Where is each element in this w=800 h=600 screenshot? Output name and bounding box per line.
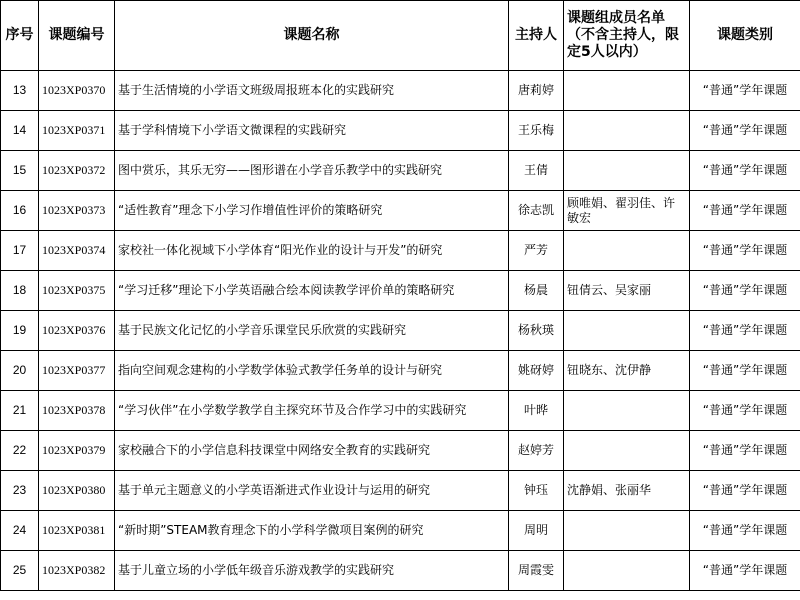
header-title: 课题名称	[115, 1, 509, 71]
row-members: 钮倩云、吴家丽	[564, 271, 690, 311]
row-members	[564, 431, 690, 471]
header-seq: 序号	[1, 1, 39, 71]
row-category: “普通”学年课题	[690, 271, 800, 311]
table-row	[1, 311, 800, 351]
row-title: 图中赏乐，其乐无穷——图形谱在小学音乐教学中的实践研究	[115, 151, 509, 191]
table-row	[1, 191, 800, 231]
row-host: 赵婷芳	[509, 431, 564, 471]
header-row	[1, 1, 800, 71]
row-code: 1023XP0377	[39, 351, 115, 391]
table-row	[1, 71, 800, 111]
row-seq: 15	[1, 151, 39, 191]
row-category: “普通”学年课题	[690, 71, 800, 111]
row-members	[564, 511, 690, 551]
row-code: 1023XP0371	[39, 111, 115, 151]
row-category: “普通”学年课题	[690, 431, 800, 471]
row-host: 姚砑婷	[509, 351, 564, 391]
row-members	[564, 111, 690, 151]
row-category: “普通”学年课题	[690, 111, 800, 151]
row-members	[564, 551, 690, 591]
row-seq: 14	[1, 111, 39, 151]
row-host: 王倩	[509, 151, 564, 191]
row-category: “普通”学年课题	[690, 511, 800, 551]
table-row	[1, 351, 800, 391]
row-code: 1023XP0380	[39, 471, 115, 511]
row-members	[564, 71, 690, 111]
table-row	[1, 391, 800, 431]
row-seq: 20	[1, 351, 39, 391]
row-seq: 17	[1, 231, 39, 271]
row-members: 钮晓东、沈伊静	[564, 351, 690, 391]
row-code: 1023XP0381	[39, 511, 115, 551]
table-body	[1, 71, 800, 591]
row-category: “普通”学年课题	[690, 231, 800, 271]
row-members	[564, 151, 690, 191]
row-code: 1023XP0379	[39, 431, 115, 471]
row-seq: 24	[1, 511, 39, 551]
row-code: 1023XP0378	[39, 391, 115, 431]
row-seq: 13	[1, 71, 39, 111]
row-code: 1023XP0370	[39, 71, 115, 111]
row-category: “普通”学年课题	[690, 391, 800, 431]
row-title: 指向空间观念建构的小学数学体验式教学任务单的设计与研究	[115, 351, 509, 391]
row-title: 基于生活情境的小学语文班级周报班本化的实践研究	[115, 71, 509, 111]
row-host: 周明	[509, 511, 564, 551]
row-title: 家校融合下的小学信息科技课堂中网络安全教育的实践研究	[115, 431, 509, 471]
table-row	[1, 471, 800, 511]
row-title: 基于儿童立场的小学低年级音乐游戏教学的实践研究	[115, 551, 509, 591]
row-members	[564, 231, 690, 271]
row-members: 顾唯娟、翟羽佳、许敏宏	[564, 191, 690, 231]
table-row	[1, 551, 800, 591]
row-code: 1023XP0373	[39, 191, 115, 231]
table-row	[1, 511, 800, 551]
row-code: 1023XP0382	[39, 551, 115, 591]
row-title: 基于单元主题意义的小学英语渐进式作业设计与运用的研究	[115, 471, 509, 511]
row-host: 杨晨	[509, 271, 564, 311]
row-category: “普通”学年课题	[690, 471, 800, 511]
row-seq: 23	[1, 471, 39, 511]
row-code: 1023XP0376	[39, 311, 115, 351]
row-category: “普通”学年课题	[690, 151, 800, 191]
row-members: 沈静娟、张丽华	[564, 471, 690, 511]
row-category: “普通”学年课题	[690, 191, 800, 231]
row-host: 严芳	[509, 231, 564, 271]
header-category: 课题类别	[690, 1, 800, 71]
table-row	[1, 271, 800, 311]
table-row	[1, 231, 800, 271]
header-host: 主持人	[509, 1, 564, 71]
row-host: 王乐梅	[509, 111, 564, 151]
row-title: 基于学科情境下小学语文微课程的实践研究	[115, 111, 509, 151]
row-host: 唐莉婷	[509, 71, 564, 111]
row-seq: 19	[1, 311, 39, 351]
row-host: 杨秋瑛	[509, 311, 564, 351]
table-row	[1, 111, 800, 151]
header-code: 课题编号	[39, 1, 115, 71]
row-title: 家校社一体化视域下小学体育“阳光作业的设计与开发”的研究	[115, 231, 509, 271]
row-seq: 25	[1, 551, 39, 591]
row-host: 叶晔	[509, 391, 564, 431]
table-row	[1, 151, 800, 191]
table-row	[1, 431, 800, 471]
row-title: “学习迁移”理论下小学英语融合绘本阅读教学评价单的策略研究	[115, 271, 509, 311]
row-code: 1023XP0374	[39, 231, 115, 271]
row-host: 周霞雯	[509, 551, 564, 591]
row-title: 基于民族文化记忆的小学音乐课堂民乐欣赏的实践研究	[115, 311, 509, 351]
row-code: 1023XP0372	[39, 151, 115, 191]
row-members	[564, 391, 690, 431]
row-code: 1023XP0375	[39, 271, 115, 311]
header-members: 课题组成员名单（不含主持人，限定5人以内）	[564, 1, 690, 71]
row-title: “学习伙伴”在小学数学教学自主探究环节及合作学习中的实践研究	[115, 391, 509, 431]
row-title: “新时期”STEAM教育理念下的小学科学微项目案例的研究	[115, 511, 509, 551]
row-host: 钟珏	[509, 471, 564, 511]
row-members	[564, 311, 690, 351]
row-category: “普通”学年课题	[690, 351, 800, 391]
row-host: 徐志凯	[509, 191, 564, 231]
row-category: “普通”学年课题	[690, 551, 800, 591]
row-category: “普通”学年课题	[690, 311, 800, 351]
row-title: “适性教育”理念下小学习作增值性评价的策略研究	[115, 191, 509, 231]
row-seq: 18	[1, 271, 39, 311]
row-seq: 16	[1, 191, 39, 231]
row-seq: 22	[1, 431, 39, 471]
row-seq: 21	[1, 391, 39, 431]
